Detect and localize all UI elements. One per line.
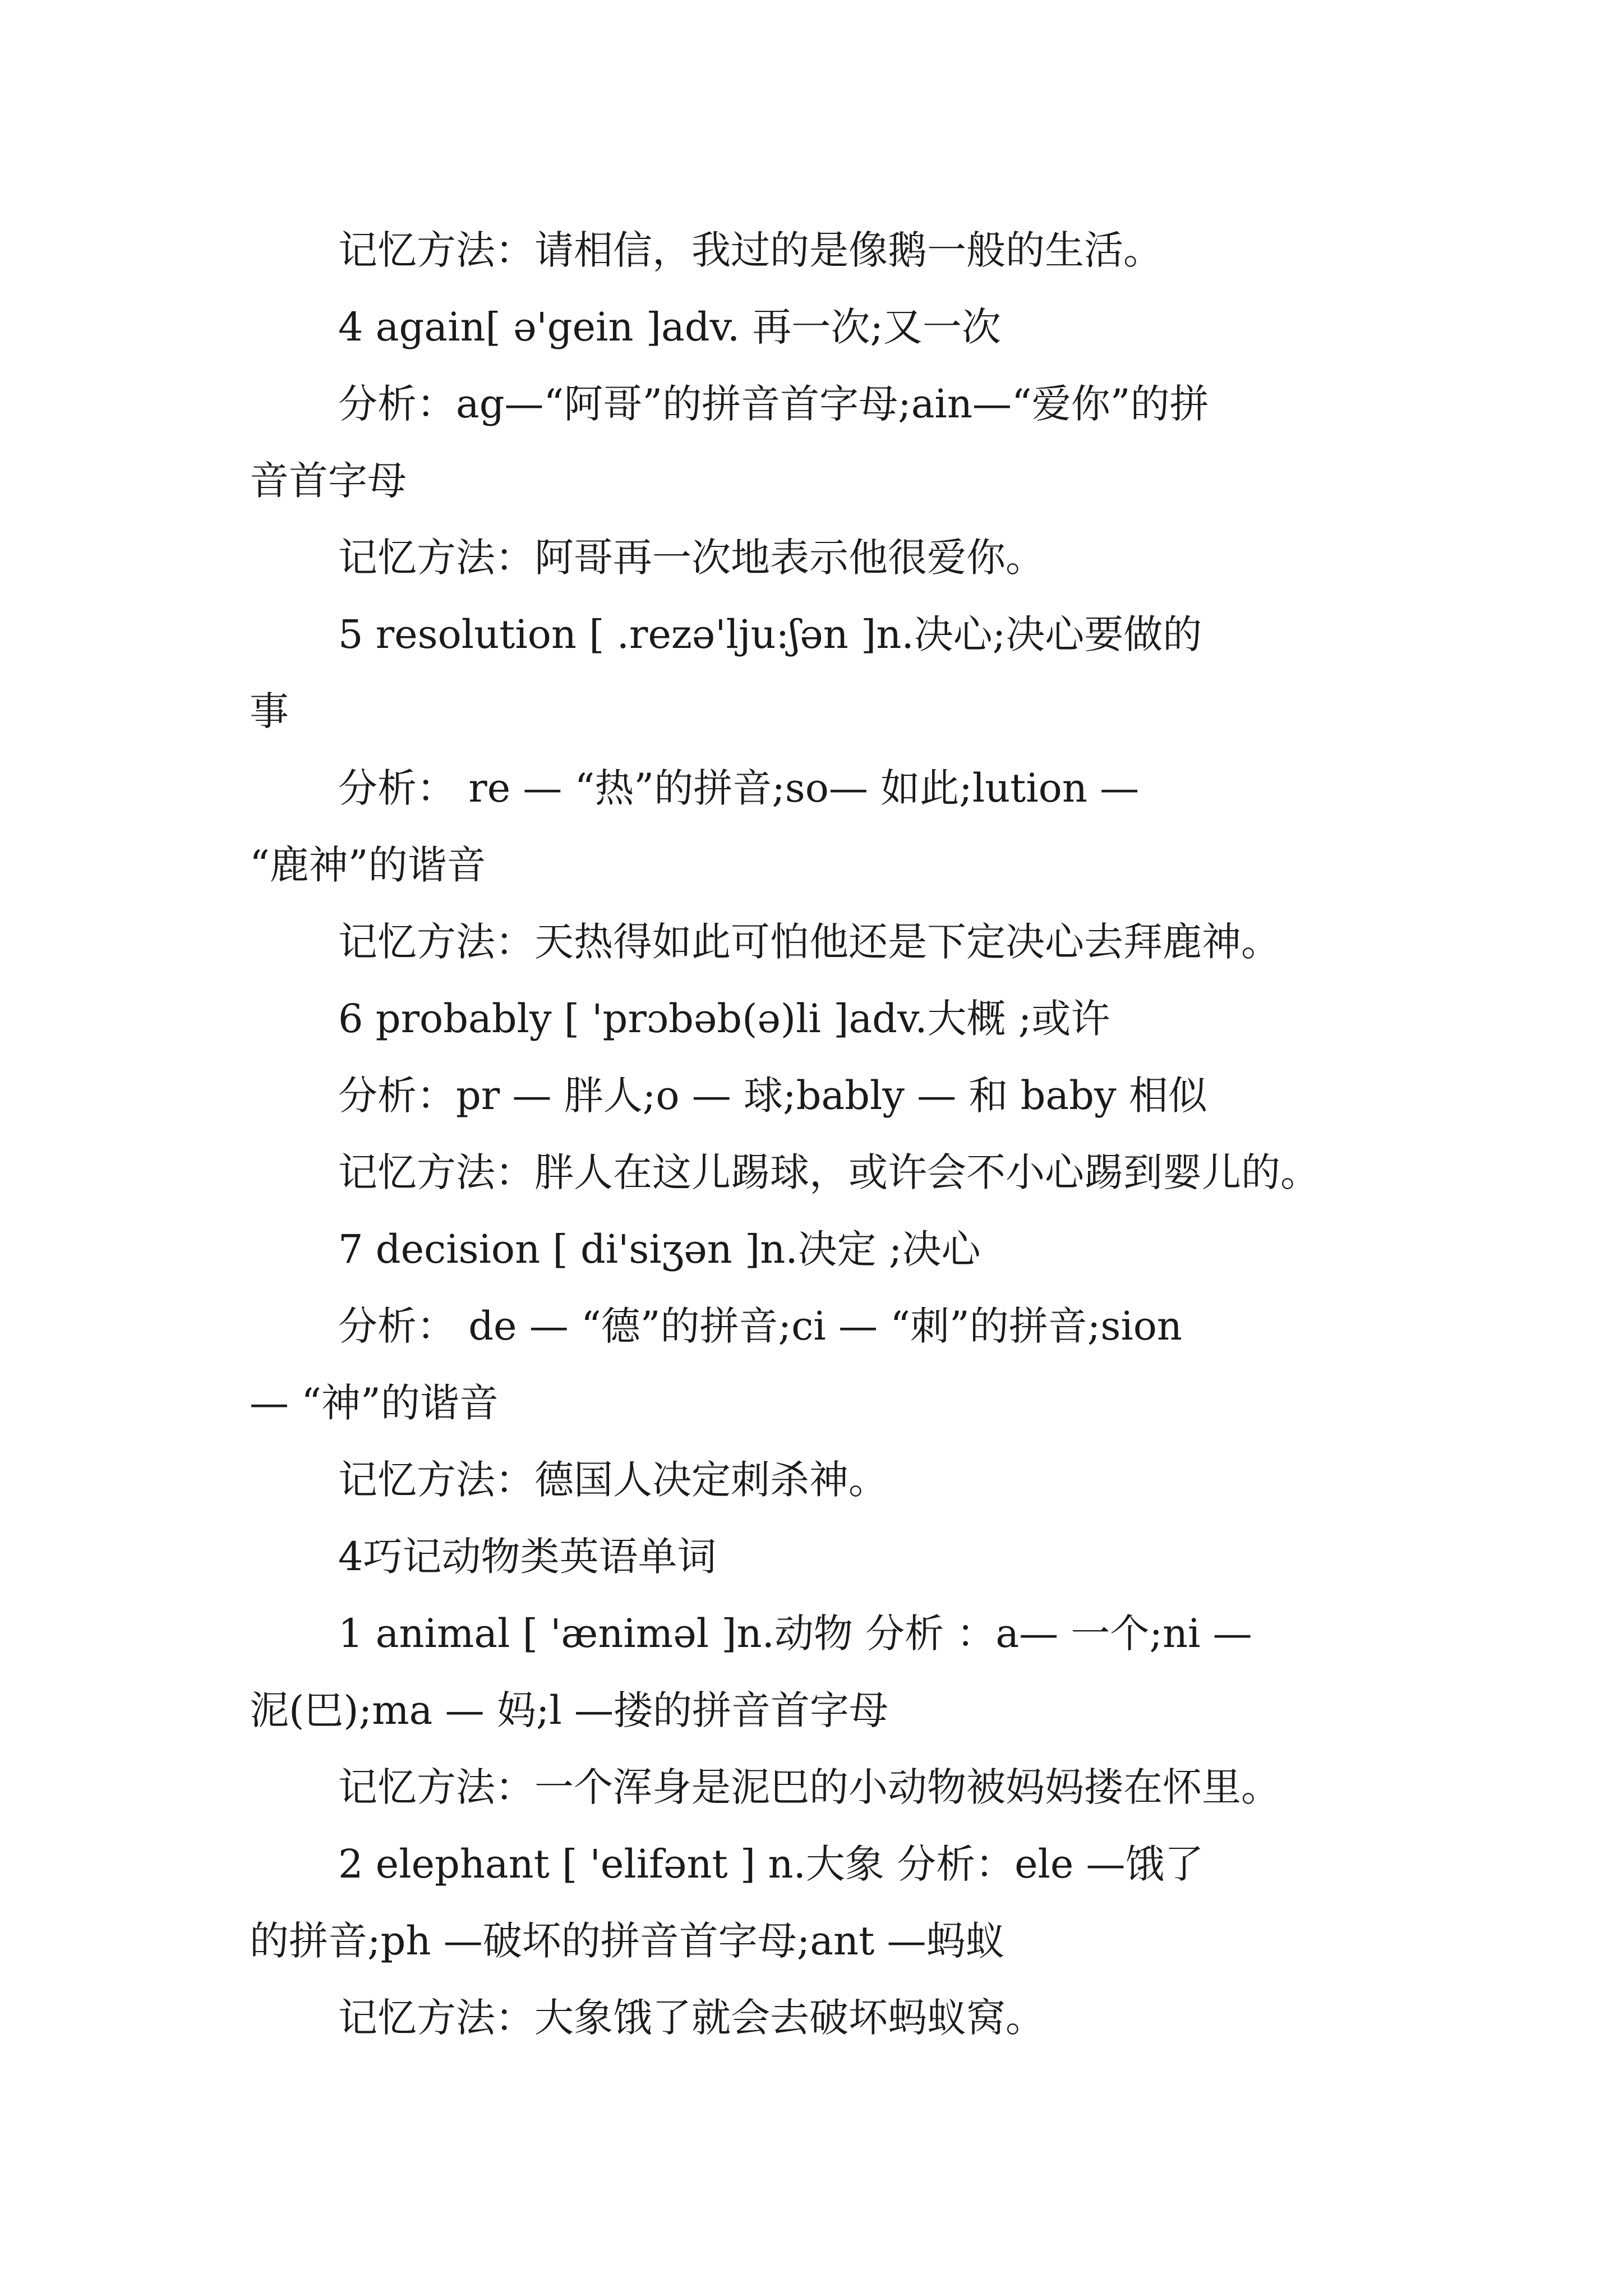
text-line: 分析： re — “热”的拼音;so— 如此;lution — [338,765,1140,811]
text-line: 事 [250,688,289,734]
text-line: 4 again[ ə'gein ]adv. 再一次;又一次 [338,304,1001,350]
text-line: “鹿神”的谐音 [250,842,486,888]
section-heading: 4巧记动物类英语单词 [338,1534,717,1580]
text-line: 记忆方法：请相信，我过的是像鹅一般的生活。 [338,227,1163,273]
text-line: 分析： de — “德”的拼音;ci — “刺”的拼音;sion [338,1303,1182,1349]
text-line: 2 elephant [ 'elifənt ] n.大象 分析：ele —饿了 [338,1841,1204,1887]
text-line: — “神”的谐音 [250,1380,499,1426]
text-line: 记忆方法：一个浑身是泥巴的小动物被妈妈搂在怀里。 [338,1764,1280,1810]
text-line: 记忆方法：胖人在这儿踢球，或许会不小心踢到婴儿的。 [338,1149,1320,1195]
text-line: 泥(巴);ma — 妈;l —搂的拼音首字母 [250,1687,889,1733]
text-line: 的拼音;ph —破坏的拼音首字母;ant —蚂蚁 [250,1918,1005,1964]
text-line: 记忆方法：大象饿了就会去破坏蚂蚁窝。 [338,1995,1045,2041]
text-line: 1 animal [ 'æniməl ]n.动物 分析 ：a— 一个;ni — [338,1611,1252,1657]
text-line: 记忆方法：天热得如此可怕他还是下定决心去拜鹿神。 [338,919,1280,965]
text-line: 7 decision [ di'siʒən ]n.决定 ;决心 [338,1226,981,1272]
text-line: 音首字母 [250,458,407,504]
document-text-body [250,212,1388,2056]
text-line: 分析：ag—“阿哥”的拼音首字母;ain—“爱你”的拼 [338,381,1209,427]
text-line: 5 resolution [ .rezə'lju:ʃən ]n.决心;决心要做的 [338,611,1202,657]
text-line: 记忆方法：德国人决定刺杀神。 [338,1457,888,1503]
text-line: 分析：pr — 胖人;o — 球;bably — 和 baby 相似 [338,1073,1207,1119]
text-line: 记忆方法：阿哥再一次地表示他很爱你。 [338,535,1045,581]
text-line: 6 probably [ 'prɔbəb(ə)li ]adv.大概 ;或许 [338,996,1110,1042]
